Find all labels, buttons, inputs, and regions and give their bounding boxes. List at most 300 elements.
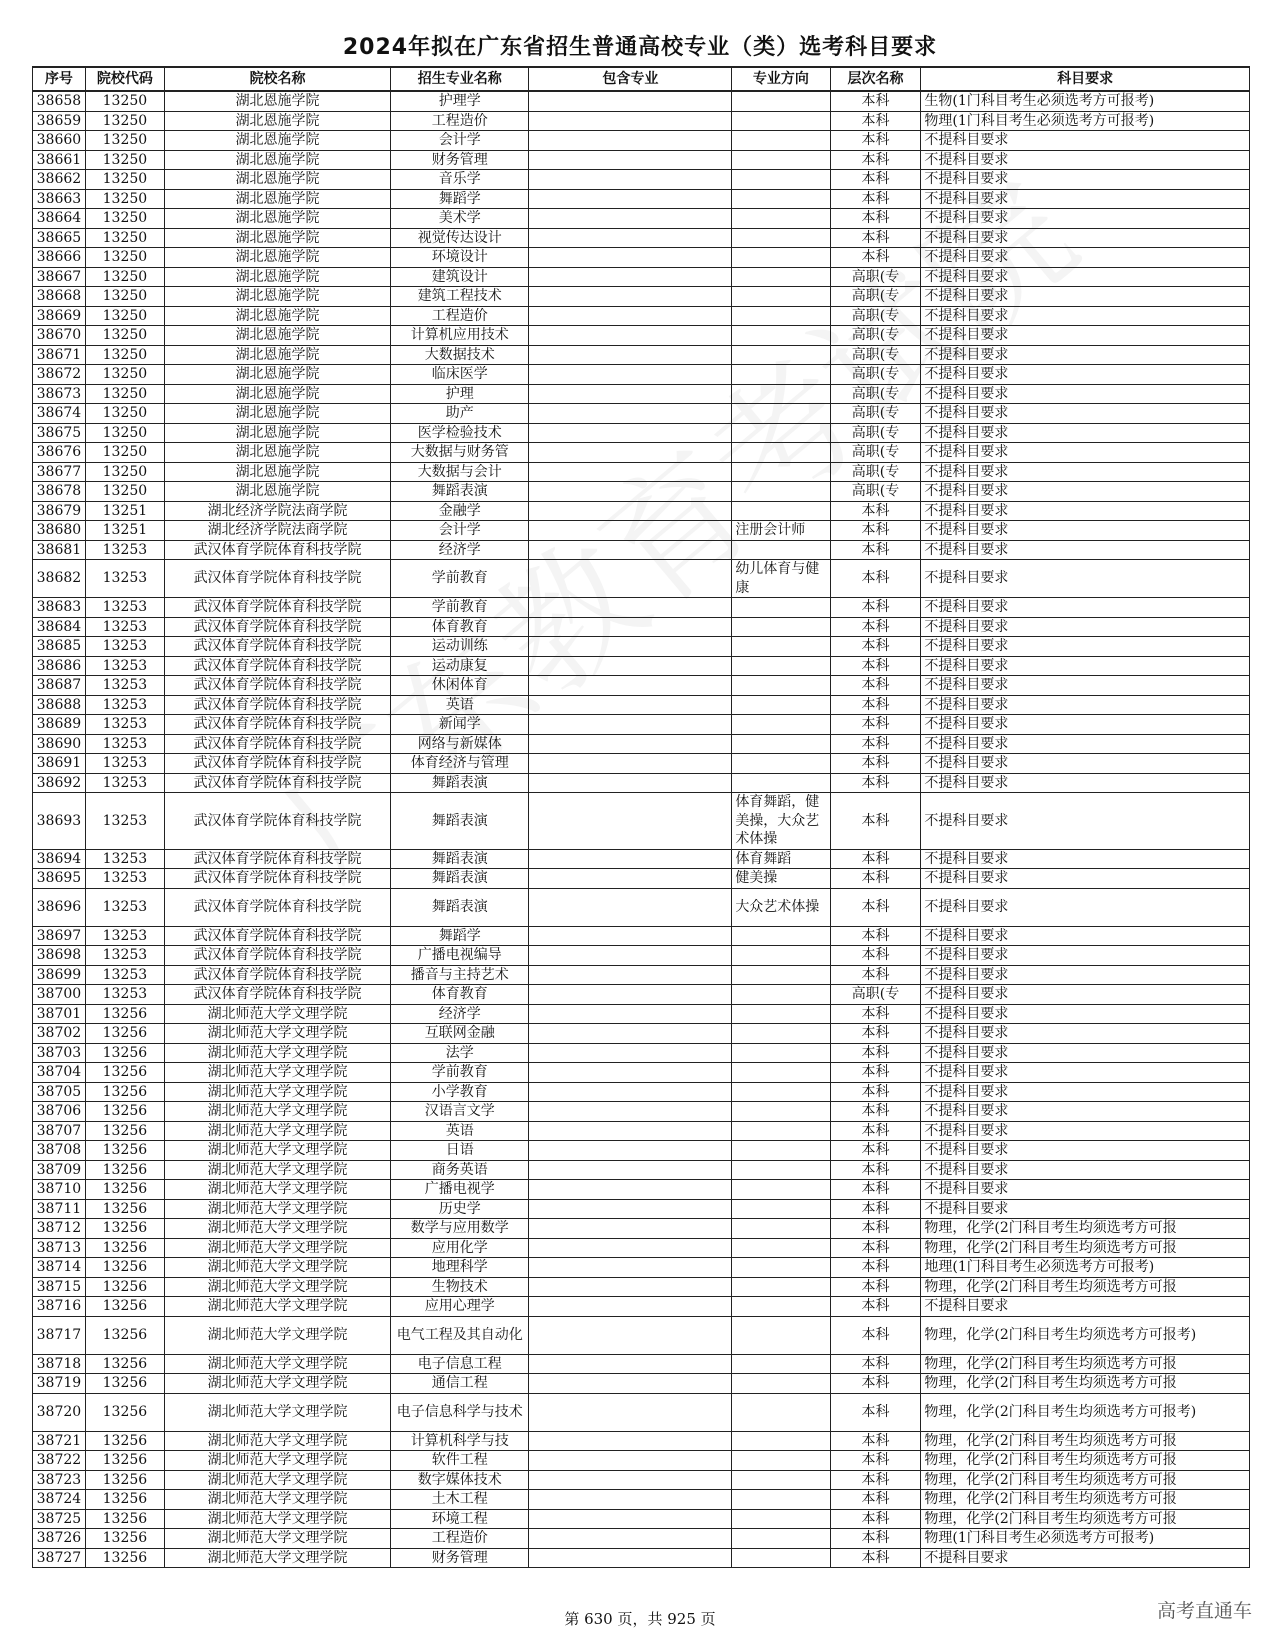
cell-school-code: 13256	[85, 1238, 164, 1258]
cell-subject-req: 物理，化学(2门科目考生均须选考方可报	[921, 1509, 1250, 1529]
cell-direction	[732, 1490, 830, 1510]
cell-level: 本科	[830, 560, 921, 598]
cell-major-name: 体育教育	[391, 985, 529, 1005]
cell-school-code: 13256	[85, 1102, 164, 1122]
cell-level: 本科	[830, 734, 921, 754]
table-row	[33, 1470, 1250, 1490]
cell-school-name: 湖北师范大学文理学院	[165, 1141, 391, 1161]
cell-direction	[732, 1470, 830, 1490]
table-row	[33, 482, 1250, 502]
cell-school-code: 13256	[85, 1529, 164, 1549]
cell-level: 本科	[830, 1354, 921, 1374]
cell-level: 本科	[830, 501, 921, 521]
cell-direction	[732, 1160, 830, 1180]
cell-included-majors	[529, 501, 732, 521]
cell-school-name: 湖北恩施学院	[165, 287, 391, 307]
cell-index: 38673	[33, 384, 86, 404]
cell-level: 本科	[830, 676, 921, 696]
cell-school-name: 湖北恩施学院	[165, 111, 391, 131]
cell-direction	[732, 1238, 830, 1258]
cell-direction	[732, 189, 830, 209]
cell-direction	[732, 228, 830, 248]
cell-school-code: 13256	[85, 1548, 164, 1568]
cell-direction	[732, 501, 830, 521]
cell-direction	[732, 734, 830, 754]
cell-level: 本科	[830, 1316, 921, 1354]
cell-major-name: 工程造价	[391, 306, 529, 326]
table-row	[33, 560, 1250, 598]
cell-subject-req: 不提科目要求	[921, 985, 1250, 1005]
cell-subject-req: 不提科目要求	[921, 617, 1250, 637]
cell-major-name: 通信工程	[391, 1374, 529, 1394]
cell-direction	[732, 754, 830, 774]
cell-school-code: 13253	[85, 985, 164, 1005]
table-header-row	[33, 67, 1250, 91]
cell-school-code: 13253	[85, 888, 164, 926]
cell-included-majors	[529, 1490, 732, 1510]
cell-school-code: 13256	[85, 1082, 164, 1102]
table-row	[33, 656, 1250, 676]
cell-index: 38661	[33, 150, 86, 170]
cell-school-code: 13250	[85, 170, 164, 190]
cell-school-name: 湖北师范大学文理学院	[165, 1102, 391, 1122]
cell-level: 本科	[830, 849, 921, 869]
cell-index: 38710	[33, 1180, 86, 1200]
cell-index: 38707	[33, 1121, 86, 1141]
cell-subject-req: 不提科目要求	[921, 869, 1250, 889]
cell-index: 38700	[33, 985, 86, 1005]
cell-school-name: 湖北师范大学文理学院	[165, 1548, 391, 1568]
cell-index: 38694	[33, 849, 86, 869]
cell-direction	[732, 306, 830, 326]
cell-subject-req: 不提科目要求	[921, 598, 1250, 618]
cell-index: 38675	[33, 423, 86, 443]
cell-direction	[732, 404, 830, 424]
table-row	[33, 443, 1250, 463]
cell-subject-req: 不提科目要求	[921, 849, 1250, 869]
cell-major-name: 建筑设计	[391, 267, 529, 287]
col-header-school-code: 院校代码	[85, 67, 164, 91]
cell-school-name: 湖北师范大学文理学院	[165, 1199, 391, 1219]
cell-direction	[732, 423, 830, 443]
cell-major-name: 商务英语	[391, 1160, 529, 1180]
cell-school-code: 13256	[85, 1354, 164, 1374]
cell-direction	[732, 676, 830, 696]
cell-direction	[732, 1121, 830, 1141]
table-row	[33, 1354, 1250, 1374]
cell-included-majors	[529, 773, 732, 793]
table-row	[33, 150, 1250, 170]
cell-school-name: 湖北恩施学院	[165, 189, 391, 209]
cell-included-majors	[529, 1141, 732, 1161]
cell-school-code: 13256	[85, 1451, 164, 1471]
cell-school-name: 湖北师范大学文理学院	[165, 1160, 391, 1180]
cell-subject-req: 不提科目要求	[921, 754, 1250, 774]
cell-school-name: 湖北恩施学院	[165, 170, 391, 190]
table-row	[33, 1219, 1250, 1239]
cell-major-name: 舞蹈表演	[391, 793, 529, 850]
cell-school-name: 湖北经济学院法商学院	[165, 521, 391, 541]
cell-school-name: 湖北恩施学院	[165, 306, 391, 326]
cell-school-code: 13250	[85, 189, 164, 209]
cell-subject-req: 不提科目要求	[921, 248, 1250, 268]
cell-subject-req: 不提科目要求	[921, 1199, 1250, 1219]
table-row	[33, 1509, 1250, 1529]
cell-index: 38671	[33, 345, 86, 365]
cell-index: 38682	[33, 560, 86, 598]
cell-included-majors	[529, 926, 732, 946]
cell-level: 本科	[830, 754, 921, 774]
cell-subject-req: 不提科目要求	[921, 1063, 1250, 1083]
cell-school-code: 13253	[85, 754, 164, 774]
cell-index: 38701	[33, 1004, 86, 1024]
cell-index: 38712	[33, 1219, 86, 1239]
cell-school-code: 13253	[85, 926, 164, 946]
cell-subject-req: 不提科目要求	[921, 734, 1250, 754]
cell-index: 38670	[33, 326, 86, 346]
cell-level: 本科	[830, 598, 921, 618]
cell-index: 38702	[33, 1024, 86, 1044]
cell-direction	[732, 946, 830, 966]
table-row	[33, 404, 1250, 424]
cell-included-majors	[529, 754, 732, 774]
cell-level: 本科	[830, 1509, 921, 1529]
cell-major-name: 视觉传达设计	[391, 228, 529, 248]
cell-level: 本科	[830, 1199, 921, 1219]
cell-school-code: 13253	[85, 598, 164, 618]
cell-major-name: 会计学	[391, 521, 529, 541]
cell-school-name: 湖北师范大学文理学院	[165, 1238, 391, 1258]
table-row	[33, 793, 1250, 850]
cell-included-majors	[529, 1509, 732, 1529]
cell-subject-req: 不提科目要求	[921, 384, 1250, 404]
cell-level: 本科	[830, 656, 921, 676]
cell-direction	[732, 926, 830, 946]
cell-included-majors	[529, 715, 732, 735]
cell-subject-req: 地理(1门科目考生必须选考方可报考)	[921, 1258, 1250, 1278]
cell-index: 38669	[33, 306, 86, 326]
cell-index: 38696	[33, 888, 86, 926]
cell-school-name: 武汉体育学院体育科技学院	[165, 715, 391, 735]
cell-included-majors	[529, 695, 732, 715]
col-header-direction: 专业方向	[732, 67, 830, 91]
cell-included-majors	[529, 462, 732, 482]
cell-major-name: 工程造价	[391, 1529, 529, 1549]
col-header-subject-req: 科目要求	[921, 67, 1250, 91]
cell-direction	[732, 1141, 830, 1161]
table-row	[33, 1102, 1250, 1122]
cell-included-majors	[529, 849, 732, 869]
cell-subject-req: 不提科目要求	[921, 423, 1250, 443]
cell-major-name: 应用心理学	[391, 1297, 529, 1317]
table-row	[33, 598, 1250, 618]
cell-included-majors	[529, 1431, 732, 1451]
table-row	[33, 1024, 1250, 1044]
cell-school-name: 湖北恩施学院	[165, 326, 391, 346]
table-row	[33, 1160, 1250, 1180]
cell-school-name: 湖北恩施学院	[165, 423, 391, 443]
table-row	[33, 1529, 1250, 1549]
cell-school-name: 湖北师范大学文理学院	[165, 1354, 391, 1374]
cell-subject-req: 不提科目要求	[921, 443, 1250, 463]
cell-subject-req: 不提科目要求	[921, 656, 1250, 676]
cell-school-code: 13256	[85, 1141, 164, 1161]
page-title: 2024年拟在广东省招生普通高校专业（类）选考科目要求	[342, 35, 938, 60]
cell-school-code: 13250	[85, 365, 164, 385]
cell-school-name: 湖北师范大学文理学院	[165, 1431, 391, 1451]
cell-index: 38722	[33, 1451, 86, 1471]
cell-included-majors	[529, 287, 732, 307]
cell-included-majors	[529, 170, 732, 190]
cell-included-majors	[529, 1258, 732, 1278]
cell-school-code: 13256	[85, 1219, 164, 1239]
cell-direction	[732, 695, 830, 715]
cell-subject-req: 物理，化学(2门科目考生均须选考方可报	[921, 1354, 1250, 1374]
cell-level: 高职(专	[830, 306, 921, 326]
cell-index: 38695	[33, 869, 86, 889]
cell-subject-req: 不提科目要求	[921, 637, 1250, 657]
cell-level: 本科	[830, 248, 921, 268]
cell-school-name: 湖北师范大学文理学院	[165, 1393, 391, 1431]
cell-level: 本科	[830, 793, 921, 850]
table-row	[33, 1297, 1250, 1317]
cell-subject-req: 不提科目要求	[921, 287, 1250, 307]
cell-school-name: 武汉体育学院体育科技学院	[165, 637, 391, 657]
cell-school-name: 湖北恩施学院	[165, 482, 391, 502]
cell-level: 本科	[830, 1529, 921, 1549]
cell-subject-req: 不提科目要求	[921, 1102, 1250, 1122]
cell-major-name: 电气工程及其自动化	[391, 1316, 529, 1354]
cell-direction	[732, 111, 830, 131]
cell-index: 38689	[33, 715, 86, 735]
cell-index: 38683	[33, 598, 86, 618]
cell-major-name: 小学教育	[391, 1082, 529, 1102]
cell-subject-req: 不提科目要求	[921, 131, 1250, 151]
cell-level: 高职(专	[830, 384, 921, 404]
cell-school-name: 湖北师范大学文理学院	[165, 1258, 391, 1278]
cell-direction	[732, 267, 830, 287]
cell-major-name: 助产	[391, 404, 529, 424]
cell-school-code: 13250	[85, 91, 164, 111]
cell-school-name: 湖北经济学院法商学院	[165, 501, 391, 521]
cell-direction	[732, 1354, 830, 1374]
cell-major-name: 法学	[391, 1043, 529, 1063]
table-row	[33, 1277, 1250, 1297]
cell-major-name: 软件工程	[391, 1451, 529, 1471]
cell-index: 38725	[33, 1509, 86, 1529]
cell-level: 本科	[830, 1004, 921, 1024]
cell-level: 本科	[830, 1470, 921, 1490]
cell-school-code: 13256	[85, 1490, 164, 1510]
cell-level: 本科	[830, 150, 921, 170]
cell-index: 38714	[33, 1258, 86, 1278]
table-row	[33, 715, 1250, 735]
cell-index: 38681	[33, 540, 86, 560]
table-row	[33, 267, 1250, 287]
cell-direction	[732, 1548, 830, 1568]
cell-subject-req: 不提科目要求	[921, 150, 1250, 170]
cell-school-name: 武汉体育学院体育科技学院	[165, 656, 391, 676]
cell-level: 高职(专	[830, 404, 921, 424]
table-row	[33, 676, 1250, 696]
cell-major-name: 电子信息科学与技术	[391, 1393, 529, 1431]
cell-index: 38717	[33, 1316, 86, 1354]
col-header-level: 层次名称	[830, 67, 921, 91]
cell-school-code: 13253	[85, 869, 164, 889]
cell-subject-req: 不提科目要求	[921, 501, 1250, 521]
cell-index: 38693	[33, 793, 86, 850]
cell-subject-req: 物理，化学(2门科目考生均须选考方可报	[921, 1470, 1250, 1490]
cell-subject-req: 不提科目要求	[921, 1141, 1250, 1161]
col-header-index: 序号	[33, 67, 86, 91]
cell-level: 本科	[830, 773, 921, 793]
cell-level: 本科	[830, 111, 921, 131]
cell-level: 本科	[830, 131, 921, 151]
cell-index: 38719	[33, 1374, 86, 1394]
cell-included-majors	[529, 423, 732, 443]
cell-direction	[732, 384, 830, 404]
cell-included-majors	[529, 1063, 732, 1083]
col-header-major-name: 招生专业名称	[391, 67, 529, 91]
cell-included-majors	[529, 248, 732, 268]
cell-school-name: 湖北师范大学文理学院	[165, 1043, 391, 1063]
cell-school-code: 13250	[85, 209, 164, 229]
cell-index: 38680	[33, 521, 86, 541]
cell-school-code: 13253	[85, 793, 164, 850]
cell-included-majors	[529, 1316, 732, 1354]
cell-index: 38688	[33, 695, 86, 715]
cell-direction: 健美操	[732, 869, 830, 889]
cell-direction	[732, 1374, 830, 1394]
table-row	[33, 423, 1250, 443]
table-row	[33, 926, 1250, 946]
cell-major-name: 学前教育	[391, 598, 529, 618]
cell-index: 38708	[33, 1141, 86, 1161]
cell-school-code: 13253	[85, 734, 164, 754]
cell-school-code: 13256	[85, 1004, 164, 1024]
cell-school-code: 13250	[85, 404, 164, 424]
cell-index: 38697	[33, 926, 86, 946]
cell-school-name: 湖北恩施学院	[165, 131, 391, 151]
cell-level: 本科	[830, 1121, 921, 1141]
cell-subject-req: 不提科目要求	[921, 482, 1250, 502]
cell-included-majors	[529, 404, 732, 424]
cell-school-name: 湖北恩施学院	[165, 365, 391, 385]
cell-included-majors	[529, 656, 732, 676]
cell-major-name: 大数据技术	[391, 345, 529, 365]
cell-included-majors	[529, 540, 732, 560]
cell-school-name: 武汉体育学院体育科技学院	[165, 754, 391, 774]
cell-school-name: 湖北恩施学院	[165, 462, 391, 482]
cell-major-name: 舞蹈表演	[391, 482, 529, 502]
cell-subject-req: 不提科目要求	[921, 1043, 1250, 1063]
cell-school-code: 13256	[85, 1316, 164, 1354]
table-row	[33, 345, 1250, 365]
cell-index: 38709	[33, 1160, 86, 1180]
cell-level: 本科	[830, 209, 921, 229]
table-row	[33, 1082, 1250, 1102]
cell-subject-req: 物理，化学(2门科目考生均须选考方可报	[921, 1451, 1250, 1471]
cell-direction	[732, 773, 830, 793]
table-row	[33, 287, 1250, 307]
cell-major-name: 舞蹈表演	[391, 888, 529, 926]
cell-major-name: 新闻学	[391, 715, 529, 735]
table-row	[33, 228, 1250, 248]
cell-direction	[732, 1180, 830, 1200]
cell-major-name: 财务管理	[391, 1548, 529, 1568]
cell-level: 本科	[830, 1548, 921, 1568]
cell-school-name: 湖北师范大学文理学院	[165, 1024, 391, 1044]
cell-direction	[732, 209, 830, 229]
cell-included-majors	[529, 521, 732, 541]
cell-included-majors	[529, 1160, 732, 1180]
cell-school-code: 13250	[85, 306, 164, 326]
cell-level: 高职(专	[830, 462, 921, 482]
cell-school-code: 13256	[85, 1258, 164, 1278]
table-row	[33, 111, 1250, 131]
cell-included-majors	[529, 869, 732, 889]
cell-direction	[732, 170, 830, 190]
cell-school-name: 湖北恩施学院	[165, 384, 391, 404]
cell-direction: 大众艺术体操	[732, 888, 830, 926]
table-row	[33, 695, 1250, 715]
cell-included-majors	[529, 111, 732, 131]
cell-school-name: 湖北恩施学院	[165, 209, 391, 229]
cell-school-code: 13253	[85, 637, 164, 657]
cell-school-code: 13256	[85, 1180, 164, 1200]
cell-included-majors	[529, 1354, 732, 1374]
cell-school-code: 13253	[85, 656, 164, 676]
cell-included-majors	[529, 965, 732, 985]
brand-mark: 高考直通车	[1156, 1600, 1252, 1622]
table-row	[33, 501, 1250, 521]
cell-major-name: 舞蹈表演	[391, 869, 529, 889]
cell-major-name: 会计学	[391, 131, 529, 151]
cell-level: 本科	[830, 1258, 921, 1278]
cell-subject-req: 不提科目要求	[921, 521, 1250, 541]
table-row	[33, 540, 1250, 560]
cell-included-majors	[529, 617, 732, 637]
cell-school-code: 13253	[85, 676, 164, 696]
cell-major-name: 土木工程	[391, 1490, 529, 1510]
cell-school-name: 湖北恩施学院	[165, 228, 391, 248]
cell-level: 本科	[830, 926, 921, 946]
cell-major-name: 大数据与会计	[391, 462, 529, 482]
cell-included-majors	[529, 1451, 732, 1471]
cell-school-code: 13256	[85, 1024, 164, 1044]
cell-school-name: 湖北师范大学文理学院	[165, 1277, 391, 1297]
cell-included-majors	[529, 1102, 732, 1122]
cell-major-name: 休闲体育	[391, 676, 529, 696]
table-row	[33, 754, 1250, 774]
cell-major-name: 临床医学	[391, 365, 529, 385]
cell-included-majors	[529, 131, 732, 151]
cell-index: 38667	[33, 267, 86, 287]
cell-level: 高职(专	[830, 345, 921, 365]
cell-school-code: 13250	[85, 462, 164, 482]
cell-level: 本科	[830, 1180, 921, 1200]
cell-included-majors	[529, 1219, 732, 1239]
cell-subject-req: 不提科目要求	[921, 365, 1250, 385]
table-row	[33, 773, 1250, 793]
cell-major-name: 应用化学	[391, 1238, 529, 1258]
table-row	[33, 1199, 1250, 1219]
cell-school-code: 13256	[85, 1431, 164, 1451]
cell-major-name: 网络与新媒体	[391, 734, 529, 754]
cell-school-name: 武汉体育学院体育科技学院	[165, 598, 391, 618]
cell-index: 38715	[33, 1277, 86, 1297]
col-header-included-majors: 包含专业	[529, 67, 732, 91]
